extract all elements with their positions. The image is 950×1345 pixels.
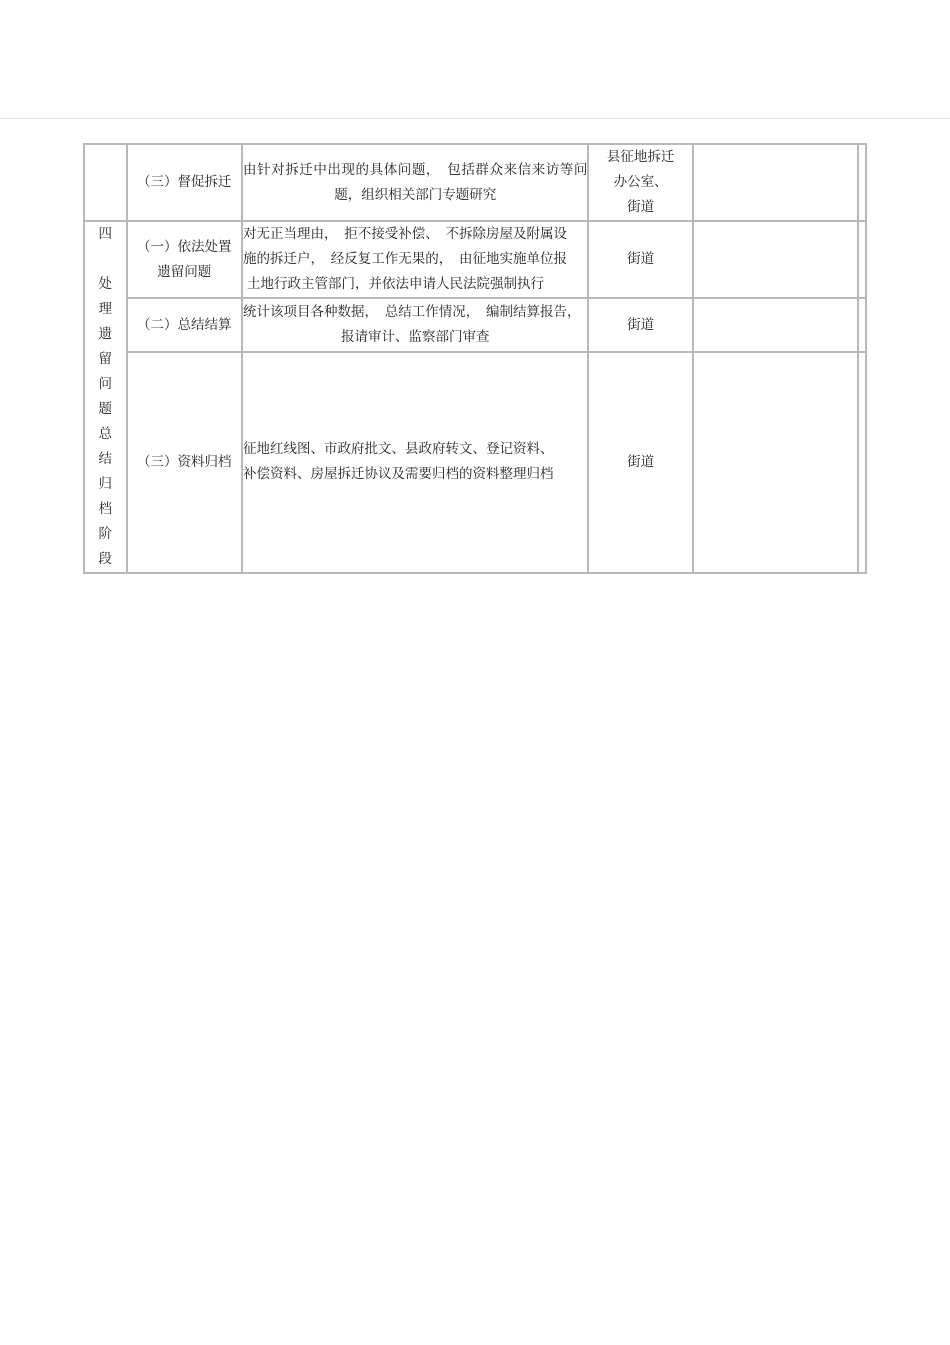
- edge-cell: [858, 352, 866, 573]
- note-cell: [693, 352, 858, 573]
- content-cell: [242, 352, 588, 573]
- dept-line: 街道: [627, 199, 655, 215]
- content-line: 统计该项目各种数据， 总结工作情况， 编制结算报告，: [243, 304, 581, 321]
- task-table: [83, 143, 867, 574]
- step-label: （三）督促拆迁: [137, 174, 232, 190]
- table-row: [84, 298, 866, 351]
- phase-char: 理: [98, 301, 113, 317]
- phase-char: 总: [98, 426, 113, 442]
- phase-label: [85, 222, 126, 572]
- phase-char: 段: [98, 551, 113, 567]
- content-text: 由针对拆迁中出现的具体问题， 包括群众来信来访等问题，组织相关部门专题研究: [243, 161, 588, 203]
- table-row: [84, 221, 866, 298]
- step-cell: （三）资料归档: [127, 352, 242, 573]
- phase-char: 遗: [98, 326, 113, 342]
- phase-char: 结: [98, 451, 113, 467]
- edge-cell: [858, 298, 866, 351]
- step-line: 遗留问题: [157, 263, 212, 280]
- phase-char: 归: [98, 476, 113, 492]
- phase-char: 问: [98, 376, 113, 392]
- phase-cell-empty: [84, 144, 127, 221]
- step-line: （一）依法处置: [137, 238, 232, 255]
- note-cell: [693, 298, 858, 351]
- phase-char: 档: [98, 501, 113, 517]
- note-cell: [693, 144, 858, 221]
- content-line: 对无正当理由， 拒不接受补偿、 不拆除房屋及附属设: [243, 226, 567, 243]
- dept-cell: 街道: [588, 352, 692, 573]
- phase-number: 四: [98, 226, 113, 242]
- content-cell: [242, 144, 588, 221]
- dept-cell: [588, 144, 692, 221]
- step-cell: [127, 144, 242, 221]
- step-cell: （二）总结结算: [127, 298, 242, 351]
- note-cell: [693, 221, 858, 298]
- phase-char: 留: [98, 351, 113, 367]
- content-line: 报请审计、监察部门审查: [340, 329, 490, 346]
- edge-cell: [858, 221, 866, 298]
- table-row: [84, 352, 866, 573]
- phase-char: 阶: [98, 526, 113, 542]
- step-cell: [127, 221, 242, 298]
- dept-line: 县征地拆迁: [606, 149, 675, 165]
- content-line: 施的拆迁户， 经反复工作无果的， 由征地实施单位报: [243, 251, 567, 268]
- dept-cell: 街道: [588, 221, 692, 298]
- content-line: 补偿资料、房屋拆迁协议及需要归档的资料整理归档: [243, 466, 554, 483]
- content-cell: [242, 298, 588, 351]
- phase-char: 处: [98, 276, 113, 292]
- dept-cell: 街道: [588, 298, 692, 351]
- content-line: 征地红线图、市政府批文、县政府转文、登记资料、: [243, 441, 554, 458]
- phase-char: 题: [98, 401, 113, 417]
- content-line: 土地行政主管部门，并依法申请人民法院强制执行: [247, 276, 544, 293]
- page-header-rule: [0, 118, 950, 119]
- phase-cell: [84, 221, 127, 573]
- dept-line: 办公室、: [613, 174, 668, 190]
- edge-cell: [858, 144, 866, 221]
- table-row: [84, 144, 866, 221]
- content-cell: [242, 221, 588, 298]
